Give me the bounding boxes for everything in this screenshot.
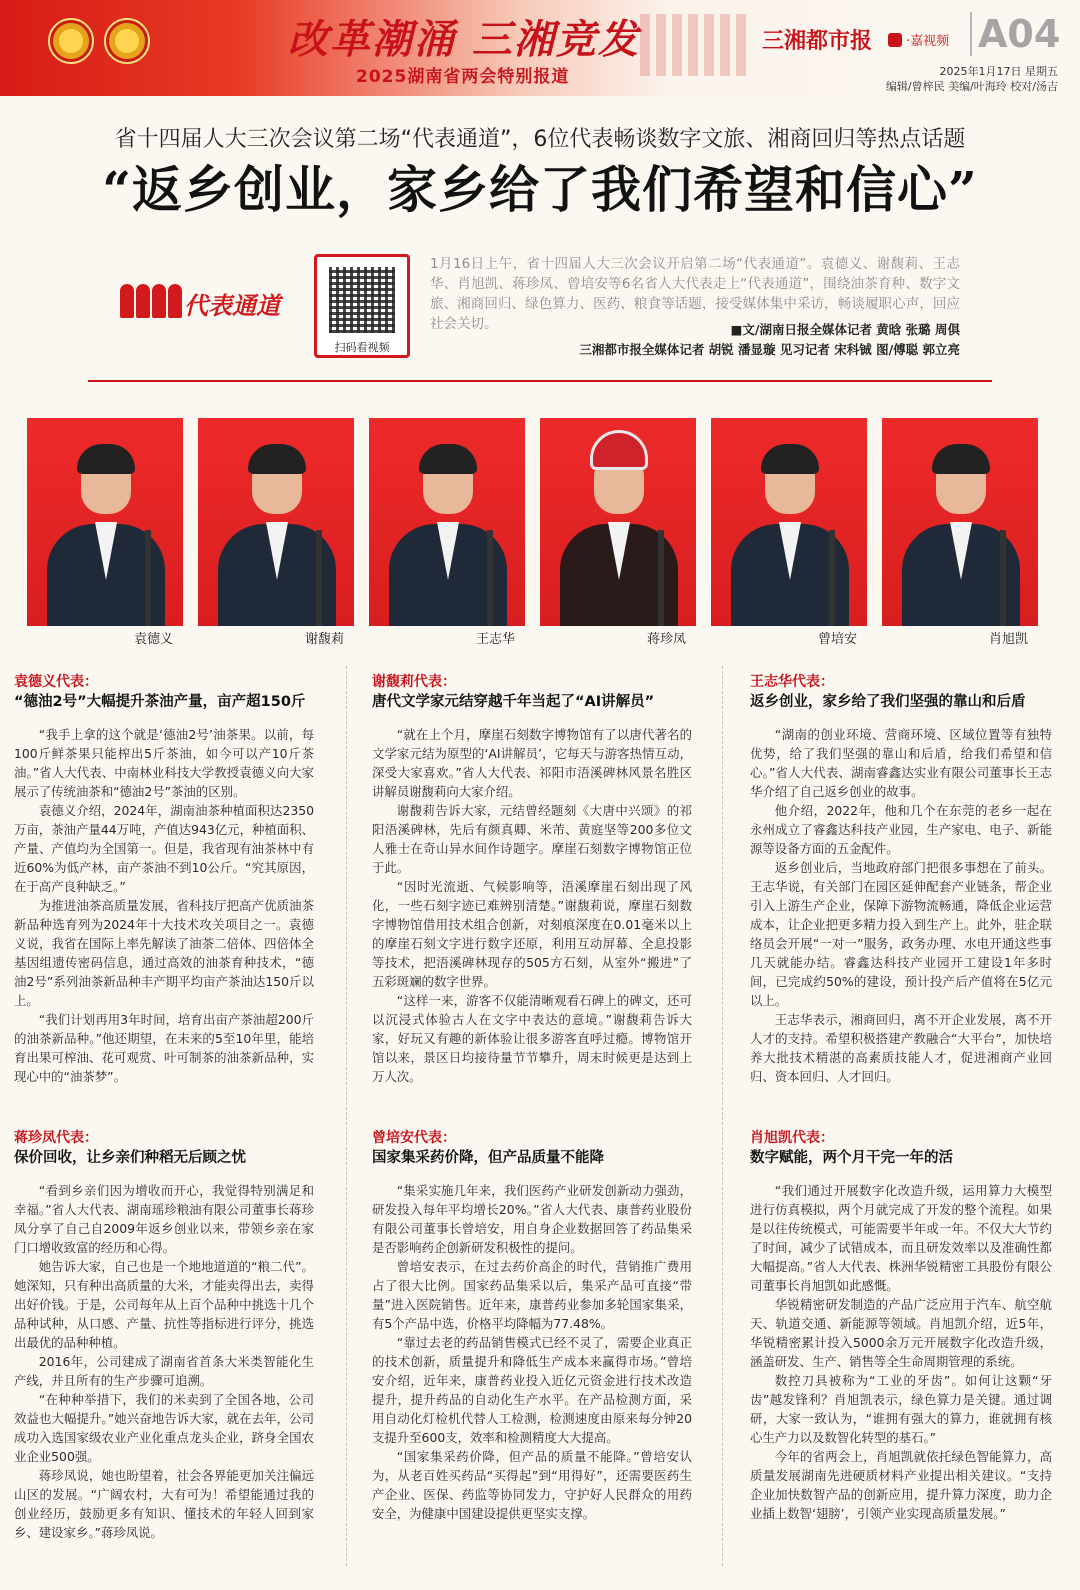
video-brand [888, 30, 949, 49]
cppcc-emblem-icon [104, 18, 150, 64]
article-paragraph: 数控刀具被称为“工业的牙齿”。如何让这颗“牙齿”越发锋利？肖旭凯表示，绿色算力是关键。通过调研，大家一致认为，“谁拥有强大的算力，谁就拥有核心生产力以及数智化转型的基石。” [750, 1373, 1052, 1445]
article-title: 返乡创业，家乡给了我们坚强的靠山和后盾 [750, 694, 1026, 710]
article-wang-zhihua [750, 672, 1052, 1086]
main-headline: “返乡创业，家乡给了我们希望和信心” [102, 160, 978, 219]
page-number: A04 [970, 12, 1060, 56]
editors-line: 编辑/曾梓民 美编/叶海玲 校对/汤吉 [885, 80, 1058, 93]
national-emblem-icon [48, 18, 94, 64]
article-paragraph: 华锐精密研发制造的产品广泛应用于汽车、航空航天、轨道交通、新能源等领域。肖旭凯介绍，近5年，华锐精密累计投入5000余万元开展数字化改造升级，涵盖研发、生产、销售等全生命周期管理的系统。 [750, 1297, 1052, 1369]
issue-date: 2025年1月17日 星期五 [939, 65, 1058, 78]
article-speaker: 谢馥莉代表： [372, 674, 456, 690]
article-paragraph: “在种种举措下，我们的米卖到了全国各地，公司效益也大幅提升。”她兴奋地告诉大家，就在去年，公司成功入选国家级农业产业化重点龙头企业，跻身全国农业企业500强。 [14, 1392, 314, 1464]
portrait-photo [540, 418, 696, 626]
portrait-caption: 蒋珍凤 [646, 632, 686, 647]
logo-text: 代表通道 [184, 292, 280, 320]
qr-caption: 扫码看视频 [334, 341, 390, 354]
portrait-photo [27, 418, 183, 626]
article-paragraph: 谢馥莉告诉大家，元结曾经题刻《大唐中兴颂》的祁阳浯溪碑林，先后有颜真卿、米芾、黄庭坚等200多位文人雅士在奇山异水间作诗题字。摩崖石刻数字博物馆正位于此。 [372, 803, 692, 875]
masthead-subtitle: 2025湖南省两会特别报道 [356, 67, 570, 87]
masthead-slogan: 改革潮涌 三湘竞发 [288, 16, 640, 63]
portrait-caption: 袁德义 [133, 632, 173, 647]
representative-channel-logo [120, 280, 306, 326]
article-paragraph: “因时光流逝、气候影响等，浯溪摩崖石刻出现了风化，一些石刻字迹已难辨别清楚。”谢馥莉说，摩崖石刻数字博物馆借用技术组合创新，对刻痕深度在0.01毫米以上的摩崖石刻文字进行数字还原，利用互动屏幕、全息投影等技术，把浯溪碑林现存的505方石刻，从室外“搬进”了五彩斑斓的数字世界。 [372, 879, 692, 989]
article-paragraph: 今年的省两会上，肖旭凯就依托绿色智能算力，高质量发展湖南先进硬质材料产业提出相关建议。“支持企业加快数智产品的创新应用，提升算力深度，助力企业插上数智‘翅膀’，引领产业实现高质量发展。” [750, 1449, 1052, 1521]
video-logo-icon [888, 33, 902, 47]
article-title: 唐代文学家元结穿越千年当起了“AI讲解员” [372, 694, 655, 710]
article-speaker: 肖旭凯代表： [750, 1130, 834, 1146]
credits [430, 320, 960, 360]
article-paragraph: “国家集采药价降，但产品的质量不能降。”曾培安认为，从老百姓买药品“买得起”到“用得好”，还需要医药生产企业、医保、药监等协同发力，守护好人民群众的用药安全，为健康中国建设提供更坚实支撑。 [372, 1449, 692, 1521]
section-rule [88, 380, 992, 382]
article-paragraph: 她告诉大家，自己也是一个地地道道的“粮二代”。她深知，只有种出高质量的大米，才能卖得出去，卖得出好价钱。于是，公司每年从上百个品种中挑选十几个品种试种，从口感、产量、抗性等指标进行评分，挑选出最优的品种种植。 [14, 1259, 314, 1350]
article-speaker: 袁德义代表： [14, 674, 98, 690]
article-paragraph: “我们通过开展数字化改造升级，运用算力大模型进行仿真模拟，两个月就完成了开发的整个流程。如果是以往传统模式，可能需要半年或一年。不仅大大节约了时间，减少了试错成本，而且研发效率以及准确性都大幅提高。”省人大代表、株洲华锐精密工具股份有限公司董事长肖旭凯如此感慨。 [750, 1183, 1052, 1293]
article-title: 数字赋能，两个月干完一年的活 [750, 1150, 953, 1166]
article-zeng-peian [372, 1128, 692, 1523]
article-paragraph: 他介绍，2022年，他和几个在东莞的老乡一起在永州成立了睿鑫达科技产业园，生产家电、电子、新能源等设备方面的五金配件。 [750, 803, 1052, 856]
article-paragraph: “就在上个月，摩崖石刻数字博物馆有了以唐代著名的文学家元结为原型的‘AI讲解员’，它每天与游客热情互动，深受大家喜欢。”省人大代表、祁阳市浯溪碑林风景名胜区讲解员谢馥莉向大家介绍。 [372, 727, 692, 799]
qr-code-icon [329, 267, 395, 333]
article-paragraph: 返乡创业后，当地政府部门把很多事想在了前头。王志华说，有关部门在园区延伸配套产业链条，帮企业引入上游生产企业，保障下游物流畅通，降低企业运营成本，让企业把更多精力投入到生产上。此外，驻企联络员会开展“一对一”服务，政务办理、水电开通这些事几天就能办结。睿鑫达科技产业园开工建设1年多时间，已完成约50%的建设，预计投产后产值将在5亿元以上。 [750, 860, 1052, 1008]
article-xiao-xukai [750, 1128, 1052, 1523]
article-paragraph: “这样一来，游客不仅能清晰观看石碑上的碑文，还可以沉浸式体验古人在文字中表达的意境。”谢馥莉告诉大家，好玩又有趣的新体验让很多游客直呼过瘾。博物馆开馆以来，景区日均接待量节节攀升，周末时候更是达到上万人次。 [372, 993, 692, 1084]
portrait-caption: 王志华 [475, 632, 515, 647]
article-paragraph: “集采实施几年来，我们医药产业研发创新动力强劲，研发投入每年平均增长20%。”省人大代表、康普药业股份有限公司董事长曾培安，用自身企业数据回答了药品集采是否影响药企创新研发积极性的提问。 [372, 1183, 692, 1255]
article-paragraph: “看到乡亲们因为增收而开心，我觉得特别满足和幸福。”省人大代表、湖南瑶珍粮油有限公司董事长蒋珍凤分享了自己自2009年返乡创业以来，带领乡亲在家门口增收致富的经历和心得。 [14, 1183, 314, 1255]
credit-line-2: 三湘都市报全媒体记者 胡锐 潘显璇 见习记者 宋科铖 图/傅聪 郭立亮 [579, 342, 960, 357]
article-yuan-deyi [14, 672, 314, 1086]
newspaper-brand: 三湘都市报 [762, 29, 873, 54]
article-xie-fuli [372, 672, 692, 1086]
article-paragraph: “靠过去老的药品销售模式已经不灵了，需要企业真正的技术创新，质量提升和降低生产成本来赢得市场。”曾培安介绍，近年来，康普药业投入近亿元资金进行技术改造提升，提升药品的自动化生产水平。在产品检测方面，采用自动化灯检机代替人工检测，检测速度由原来每分钟20支提升至600支，效率和检测精度大大提高。 [372, 1335, 692, 1445]
credit-line-1: ■文/湖南日报全媒体记者 黄晗 张璐 周俱 [730, 322, 960, 337]
article-paragraph: 袁德义介绍，2024年，湖南油茶种植面积达2350万亩，茶油产量44万吨，产值达943亿元，种植面积、产量、产值均为全国第一。但是，我省现有油茶林中有近60%为低产林，亩产茶油不到10公斤。“究其原因，在于高产良种缺乏。” [14, 803, 314, 894]
portrait-caption: 肖旭凯 [988, 632, 1028, 647]
portrait-photo [711, 418, 867, 626]
dateline [886, 64, 1058, 94]
qr-code[interactable] [314, 254, 410, 358]
article-paragraph: “我们计划再用3年时间，培育出亩产茶油超200斤的油茶新品种。”他还期望，在未来的5至10年里，能培育出果可榨油、花可观赏、叶可制茶的油茶新品种，实现心中的“油茶梦”。 [14, 1012, 314, 1084]
article-paragraph: 蒋珍凤说，她也盼望着，社会各界能更加关注偏远山区的发展。“广阔农村，大有可为！希望能通过我的创业经历，鼓励更多有知识、懂技术的年轻人回到家乡、建设家乡。”蒋珍凤说。 [14, 1468, 314, 1540]
portrait-strip [27, 418, 1053, 650]
article-paragraph: 王志华表示，湘商回归，离不开企业发展，离不开人才的支持。希望积极搭建产教融合“大平台”，加快培养大批技术精湛的高素质技能人才，促进湘商产业回归、资本回归、人才回归。 [750, 1012, 1052, 1084]
portrait-caption: 曾培安 [817, 632, 857, 647]
people-icon [120, 284, 182, 318]
article-paragraph: 曾培安表示，在过去药价高企的时代，营销推广费用占了很大比例。国家药品集采以后，集采产品可直接“带量”进入医院销售。近年来，康普药业参加多轮国家集采，有5个产品中选，价格平均降幅为77.48%。 [372, 1259, 692, 1331]
portrait-photo [369, 418, 525, 626]
portrait-caption: 谢馥莉 [304, 632, 344, 647]
article-jiang-zhenfeng [14, 1128, 314, 1542]
article-paragraph: “我手上拿的这个就是‘德油2号’油茶果。以前，每100斤鲜茶果只能榨出5斤茶油，如今可以产10斤茶油。”省人大代表、中南林业科技大学教授袁德义向大家展示了传统油茶和“德油2号”茶油的区别。 [14, 727, 314, 799]
article-title: 保价回收，让乡亲们种稻无后顾之忧 [14, 1150, 246, 1166]
article-speaker: 蒋珍凤代表： [14, 1130, 98, 1146]
emblems [48, 18, 150, 64]
article-title: “德油2号”大幅提升茶油产量，亩产超150斤 [14, 694, 306, 710]
portrait-photo [882, 418, 1038, 626]
video-brand-label: ·嘉视频 [906, 34, 950, 49]
article-paragraph: “湖南的创业环境、营商环境、区域位置等有独特优势，给了我们坚强的靠山和后盾，给我们希望和信心。”省人大代表、湖南睿鑫达实业有限公司董事长王志华介绍了自己返乡创业的故事。 [750, 727, 1052, 799]
column-divider [722, 666, 723, 1566]
city-skyline-icon [640, 14, 750, 76]
masthead [0, 0, 1080, 96]
article-paragraph: 2016年，公司建成了湖南省首条大米类智能化生产线，并且所有的生产步骤可追溯。 [14, 1354, 314, 1388]
column-divider [346, 666, 347, 1566]
intro-text: 1月16日上午，省十四届人大三次会议开启第二场“代表通道”。袁德义、谢馥莉、王志华、肖旭凯、蒋珍凤、曾培安等6名省人大代表走上“代表通道”，围绕油茶育种、数字文旅、湘商回归、绿色算力、医药、粮食等话题，接受媒体集中采访，畅谈履职心声，回应社会关切。 [430, 256, 960, 332]
article-title: 国家集采药价降，但产品质量不能降 [372, 1150, 604, 1166]
headline-kicker: 省十四届人大三次会议第二场“代表通道”，6位代表畅谈数字文旅、湘商回归等热点话题 [114, 127, 966, 152]
article-speaker: 王志华代表： [750, 674, 834, 690]
article-paragraph: 为推进油茶高质量发展，省科技厅把高产优质油茶新品种选育列为2024年十大技术攻关项目之一。袁德义说，我省在国际上率先解读了油茶二倍体、四倍体全基因组遗传密码信息，通过高效的油茶育种技术，“德油2号”系列油茶新品种丰产期平均亩产茶油达150斤以上。 [14, 898, 314, 1008]
portrait-photo [198, 418, 354, 626]
article-speaker: 曾培安代表： [372, 1130, 456, 1146]
